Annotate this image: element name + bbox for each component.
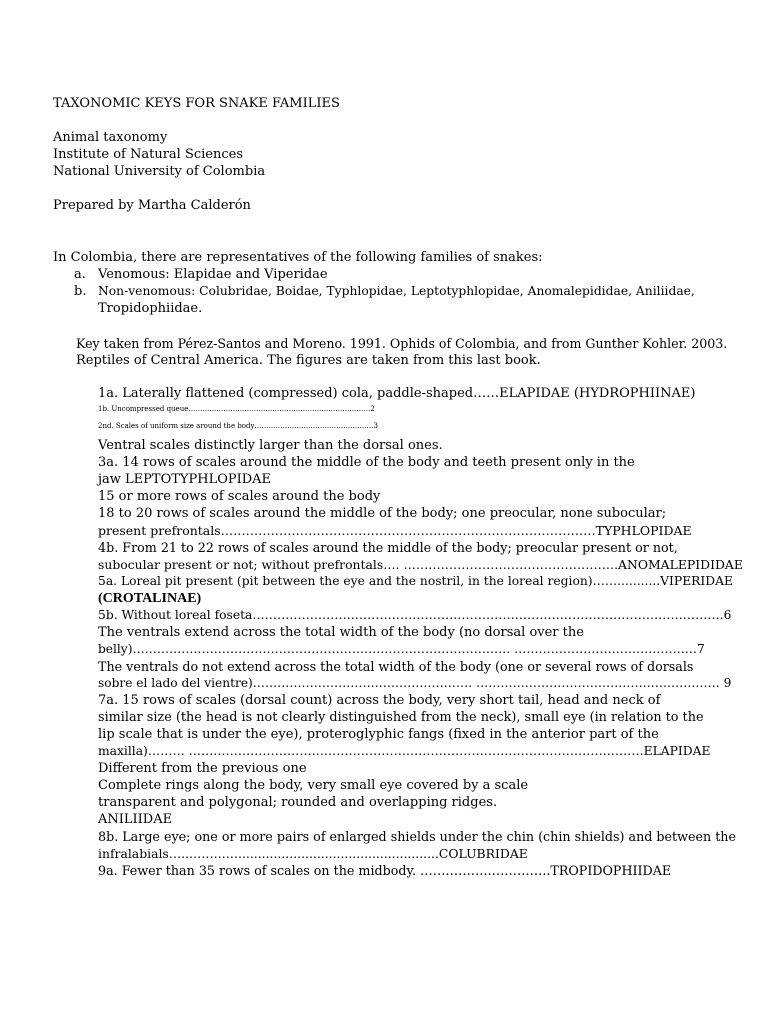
key-line: 2nd. Scales of uniform size around the body……………………………………………3 <box>98 422 378 430</box>
key-line: transparent and polygonal; rounded and overlapping ridges. <box>98 795 498 810</box>
key-line: lip scale that is under the eye), proteroglyphic fangs (fixed in the anterior part of the <box>98 727 659 742</box>
university-name: National University of Colombia <box>53 164 266 179</box>
list-item-venomous: Venomous: Elapidae and Viperidae <box>98 267 328 282</box>
key-line: belly)………………………………………………………………………………… ………………………………………7 <box>98 642 705 656</box>
key-line: 7a. 15 rows of scales (dorsal count) across the body, very short tail, head and neck of <box>98 693 661 708</box>
key-source-line-1: Key taken from Pérez-Santos and Moreno. 1991. Ophids of Colombia, and from Gunther Kohler. 2003. <box>76 336 728 351</box>
key-line: 3a. 14 rows of scales around the middle of the body and teeth present only in the <box>98 455 635 470</box>
author-line: Prepared by Martha Calderón <box>53 198 251 213</box>
key-line: Ventral scales distinctly larger than the dorsal ones. <box>98 438 443 453</box>
key-source-line-2: Reptiles of Central America. The figures are taken from this last book. <box>76 353 541 368</box>
key-line: ANILIIDAE <box>98 812 173 827</box>
key-line: 5b. Without loreal foseta…………………………………………………………………………………………………….6 <box>98 608 732 622</box>
key-line: The ventrals extend across the total width of the body (no dorsal over the <box>98 625 584 640</box>
key-line: similar size (the head is not clearly distinguished from the neck), small eye (in relation to the <box>98 710 704 725</box>
key-line: Complete rings along the body, very small eye covered by a scale <box>98 778 529 793</box>
key-line: jaw LEPTOTYPHLOPIDAE <box>98 472 272 487</box>
key-line: sobre el lado del vientre)……………………………………………… …………………………………………………… 9 <box>98 676 732 690</box>
list-item-non-venomous: Non-venomous: Colubridae, Boidae, Typhlopidae, Leptotyphlopidae, Anomalepididae, Aniliidae, <box>98 284 695 298</box>
key-line: Different from the previous one <box>98 761 307 776</box>
course-name: Animal taxonomy <box>53 130 168 145</box>
key-line: (CROTALINAE) <box>98 591 202 606</box>
key-line: 8b. Large eye; one or more pairs of enlarged shields under the chin (chin shields) and between the <box>98 829 736 844</box>
key-line: 1b. Uncompressed queue……………………………………………………………………2 <box>98 405 375 413</box>
intro-lead: In Colombia, there are representatives of the following families of snakes: <box>53 250 543 265</box>
key-line: present prefrontals………………………………………………………………………………TYPHLOPIDAE <box>98 523 692 538</box>
key-line: maxilla)……… …………………………………………………………………………………………………ELAPIDAE <box>98 744 711 758</box>
key-line: 4b. From 21 to 22 rows of scales around the middle of the body; preocular present or not, <box>98 540 678 555</box>
institute-name: Institute of Natural Sciences <box>53 147 244 162</box>
list-item-non-venomous-cont: Tropidophiidae. <box>98 301 203 316</box>
key-line: infralabials…...……..…...................................................COLUBRIDAE <box>98 846 528 861</box>
key-line: 5a. Loreal pit present (pit between the eye and the nostril, in the loreal region)……...........VIPERIDAE <box>98 574 734 588</box>
key-line: subocular present or not; without prefrontals…. …………………………………………….ANOMALEPIDIDAE <box>98 557 743 572</box>
key-line: 18 to 20 rows of scales around the middle of the body; one preocular, none subocular; <box>98 506 667 521</box>
list-marker-b: b. <box>74 284 87 299</box>
list-marker-a: a. <box>74 267 86 282</box>
key-line: 1a. Laterally flattened (compressed) cola, paddle-shaped……ELAPIDAE (HYDROPHIINAE) <box>98 386 696 401</box>
key-line: 15 or more rows of scales around the body <box>98 489 381 504</box>
key-line: 9a. Fewer than 35 rows of scales on the midbody. ……………..…………..TROPIDOPHIIDAE <box>98 863 672 878</box>
document-title: TAXONOMIC KEYS FOR SNAKE FAMILIES <box>53 96 340 111</box>
key-line: The ventrals do not extend across the total width of the body (one or several rows of dorsals <box>98 659 694 674</box>
